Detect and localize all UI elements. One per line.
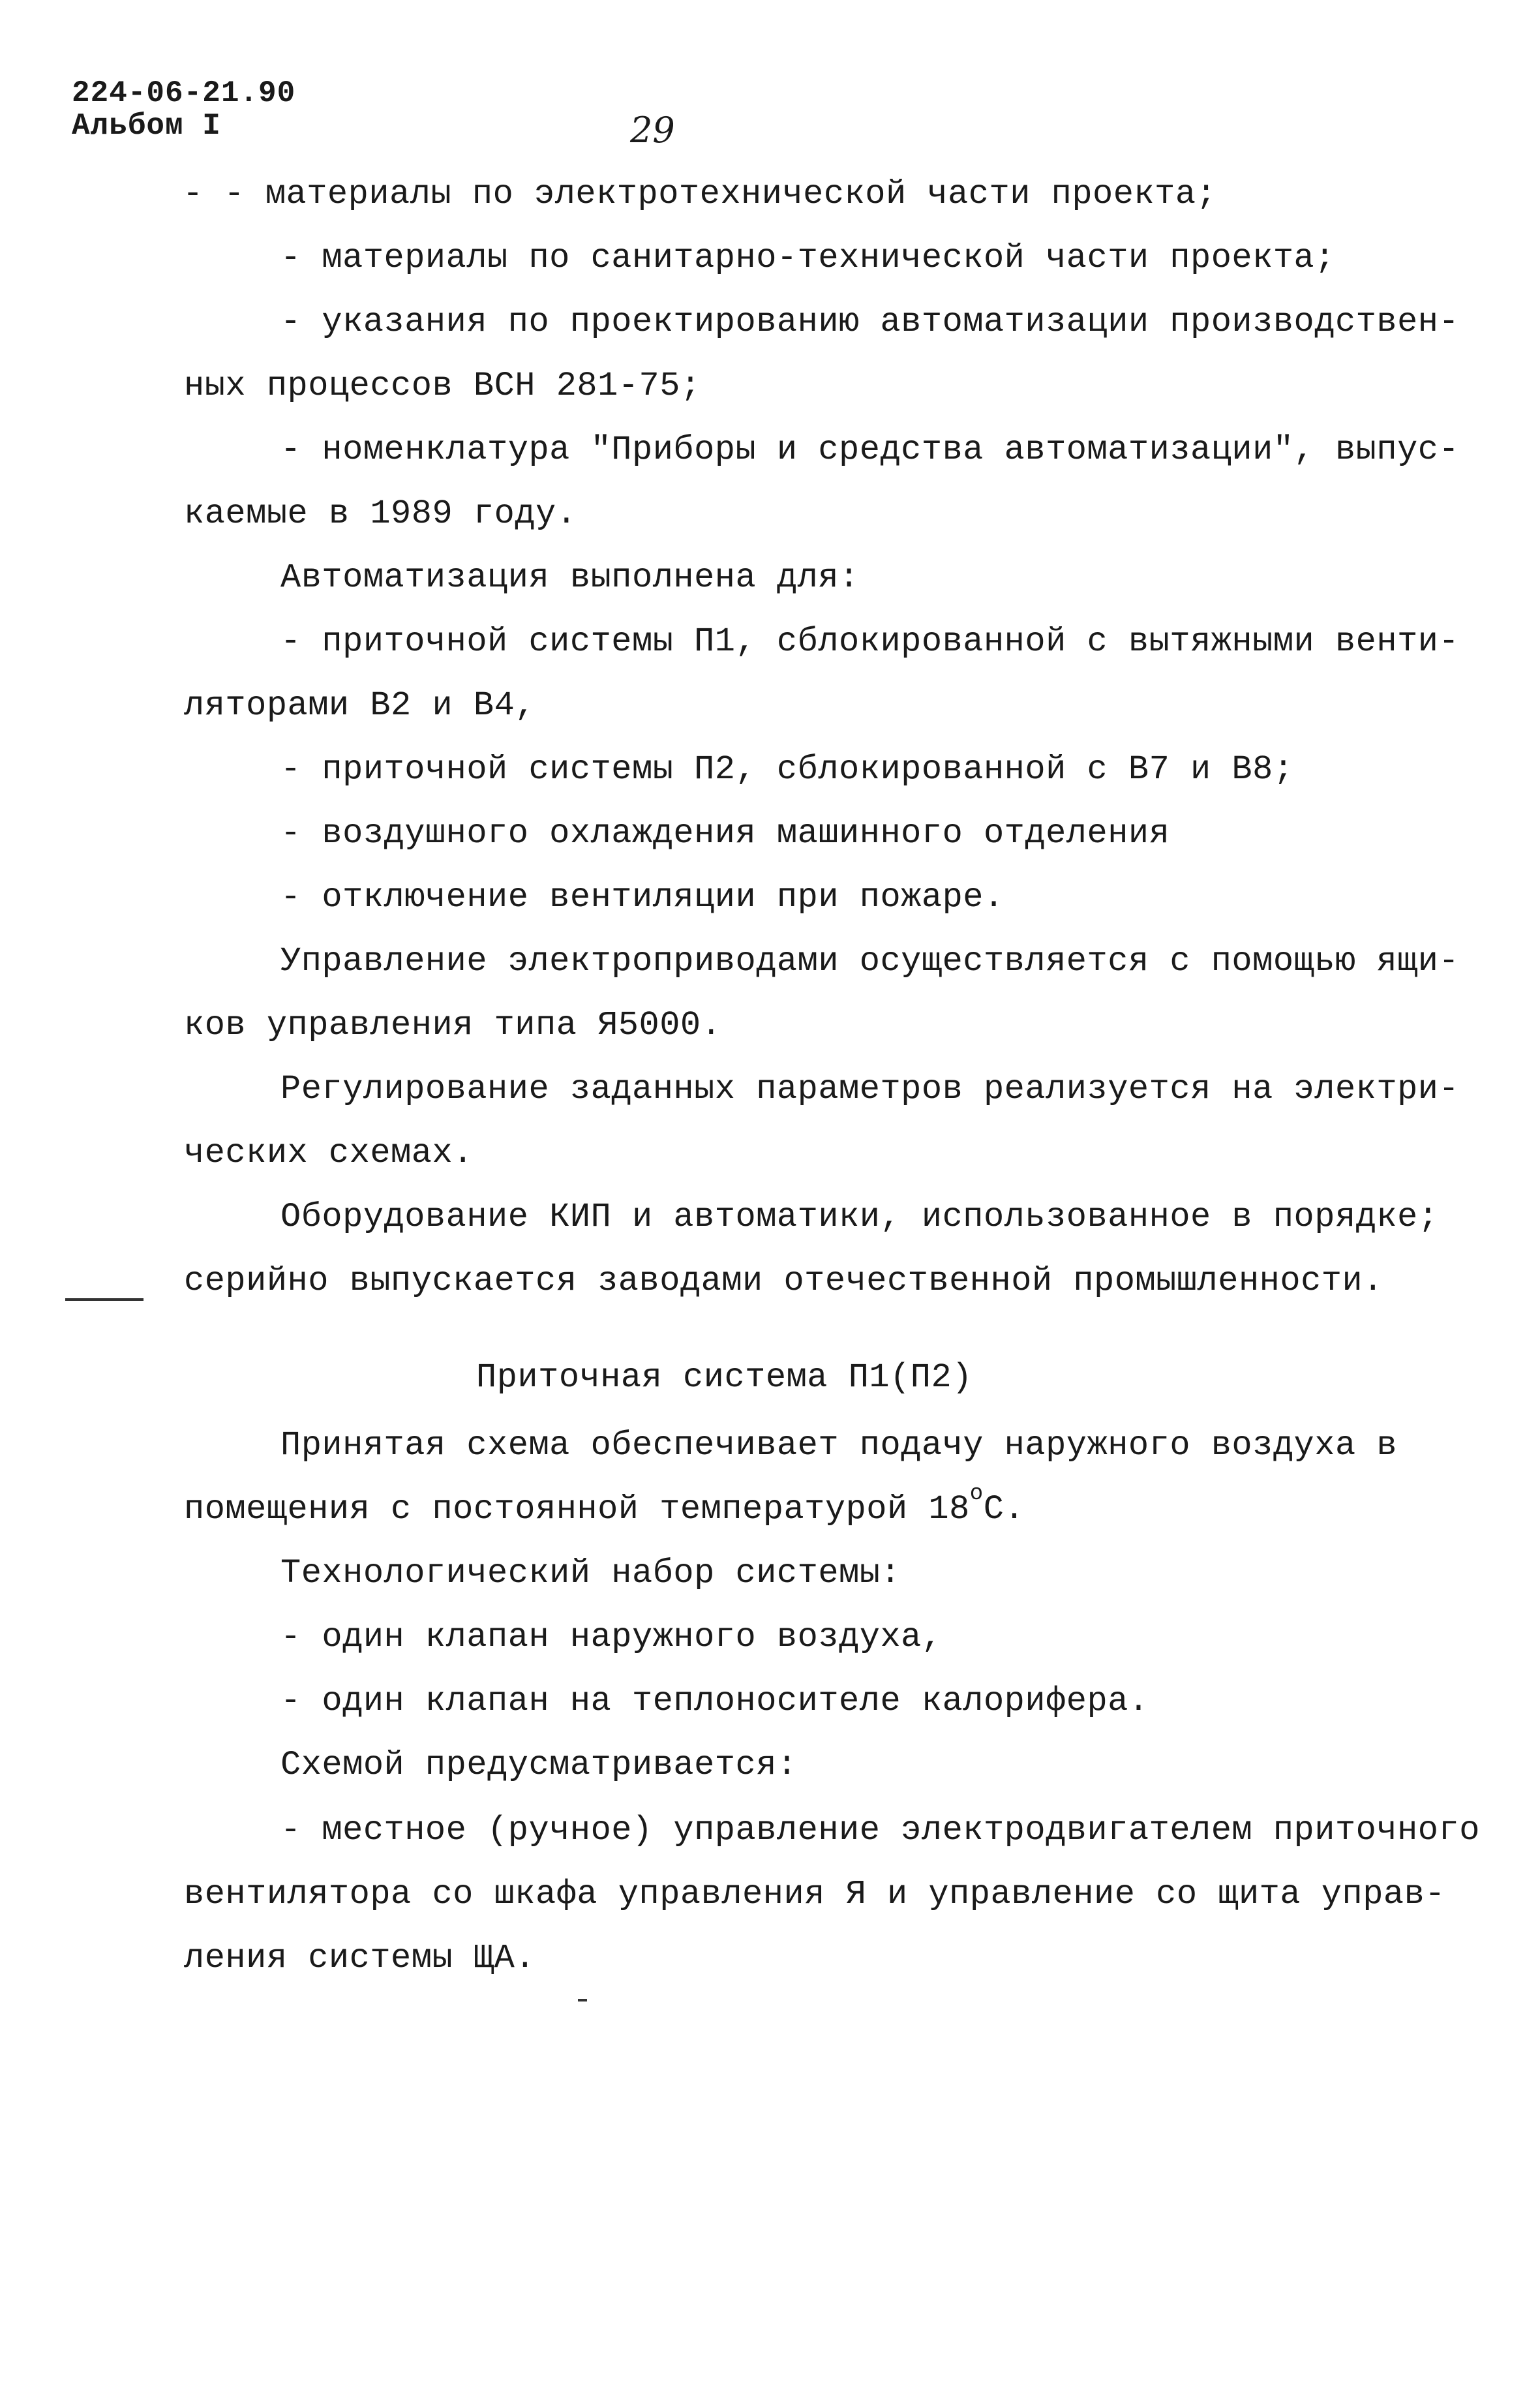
text-line: - - материалы по электротехнической части проекта; [183, 175, 1217, 213]
text-line: - один клапан на теплоносителе калорифера. [280, 1682, 1149, 1720]
text-line: - номенклатура "Приборы и средства автоматизации", выпус- [280, 431, 1460, 469]
text-line: каемые в 1989 году. [184, 495, 577, 533]
document-code [72, 77, 295, 142]
text-line: - материалы по санитарно-технической части проекта; [280, 239, 1335, 277]
text-line [184, 1482, 1025, 1529]
text-line: Оборудование КИП и автоматики, использованное в порядке; [280, 1198, 1439, 1236]
text-line: - указания по проектированию автоматизации производствен- [280, 303, 1460, 341]
text-line: Технологический набор системы: [280, 1554, 901, 1592]
section-heading: Приточная система П1(П2) [476, 1358, 973, 1397]
scan-artifact [578, 1999, 587, 2001]
text-line: Управление электроприводами осуществляется с помощью ящи- [280, 942, 1460, 981]
text-line: ления системы ЩА. [184, 1939, 536, 1977]
text-line: Регулирование заданных параметров реализуется на электри- [280, 1070, 1460, 1108]
text-line: - воздушного охлаждения машинного отделения [280, 814, 1170, 853]
text-line: - приточной системы П1, сблокированной с вытяжными венти- [280, 622, 1460, 661]
scan-artifact [65, 1298, 143, 1301]
text-line: - приточной системы П2, сблокированной с В7 и В8; [280, 750, 1294, 789]
page-number: 29 [630, 110, 675, 151]
text-line: ных процессов ВСН 281-75; [184, 367, 701, 405]
text-line: серийно выпускается заводами отечественной промышленности. [184, 1262, 1383, 1300]
text-line: ляторами В2 и В4, [184, 686, 536, 725]
doc-number: 224-06-21.90 [72, 76, 296, 110]
album-label: Альбом I [72, 109, 221, 143]
text-line: - отключение вентиляции при пожаре. [280, 878, 1004, 917]
text-line: ческих схемах. [184, 1134, 474, 1172]
text-line: Автоматизация выполнена для: [280, 558, 860, 597]
text-line: Принятая схема обеспечивает подачу наружного воздуха в [280, 1426, 1398, 1465]
text-line: вентилятора со шкафа управления Я и управление со щита управ- [184, 1875, 1446, 1913]
temperature-text: помещения с постоянной температурой 18 [184, 1490, 970, 1529]
degree-sign: о [969, 1482, 984, 1506]
text-line: ков управления типа Я5000. [184, 1006, 722, 1044]
temperature-unit: С. [983, 1490, 1025, 1529]
text-line: - местное (ручное) управление электродвигателем приточного [280, 1811, 1480, 1849]
text-line: - один клапан наружного воздуха, [280, 1618, 943, 1656]
text-line: Схемой предусматривается: [280, 1746, 798, 1784]
